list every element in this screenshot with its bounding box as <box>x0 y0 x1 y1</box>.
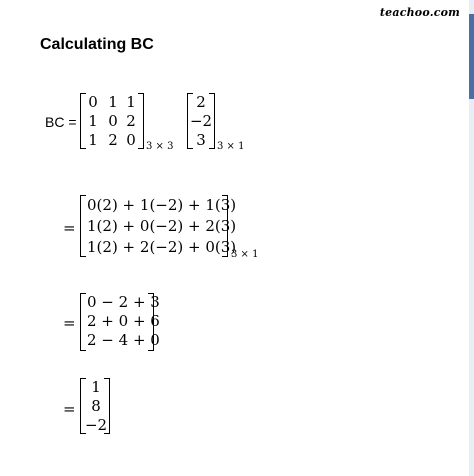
step3-row: 2 + 0 + 6 <box>87 312 160 330</box>
matrix-c-cell: 3 <box>196 131 206 149</box>
step2-order: 3 × 1 <box>231 249 259 260</box>
step3-equals: = <box>63 314 76 332</box>
matrix-b-cell: 1 <box>126 93 136 111</box>
matrix-b-cell: 1 <box>108 93 118 111</box>
matrix-b-cell: 2 <box>108 131 118 149</box>
step2-equals: = <box>63 219 76 237</box>
step4-cell: 1 <box>91 378 101 396</box>
step3-left-bracket <box>80 293 86 351</box>
step2-left-bracket <box>80 195 86 257</box>
matrix-b-cell: 0 <box>126 131 136 149</box>
matrix-c-cell: −2 <box>189 112 213 130</box>
step4-equals: = <box>63 400 76 418</box>
matrix-c-cell: 2 <box>196 93 206 111</box>
matrix-c-order: 3 × 1 <box>217 141 245 152</box>
matrix-b-cell: 0 <box>88 93 98 111</box>
matrix-b-cell: 1 <box>88 112 98 130</box>
step4-cell: −2 <box>84 416 108 434</box>
step2-row: 0(2) + 1(−2) + 1(3) <box>87 196 237 214</box>
step1-lhs: BC = <box>45 114 77 130</box>
step3-row: 0 − 2 + 3 <box>87 293 160 311</box>
matrix-b-order: 3 × 3 <box>146 141 174 152</box>
step2-row: 1(2) + 0(−2) + 2(3) <box>87 217 237 235</box>
brand-logo: teachoo.com <box>379 6 460 19</box>
step4-cell: 8 <box>91 397 101 415</box>
matrix-b-right-bracket <box>138 93 144 149</box>
scrollbar-thumb[interactable] <box>469 14 474 99</box>
matrix-b-cell: 2 <box>126 112 136 130</box>
matrix-b-cell: 1 <box>88 131 98 149</box>
step3-row: 2 − 4 + 0 <box>87 331 160 349</box>
matrix-b-cell: 0 <box>108 112 118 130</box>
step2-row: 1(2) + 2(−2) + 0(3) <box>87 238 237 256</box>
section-heading: Calculating BC <box>40 36 154 53</box>
